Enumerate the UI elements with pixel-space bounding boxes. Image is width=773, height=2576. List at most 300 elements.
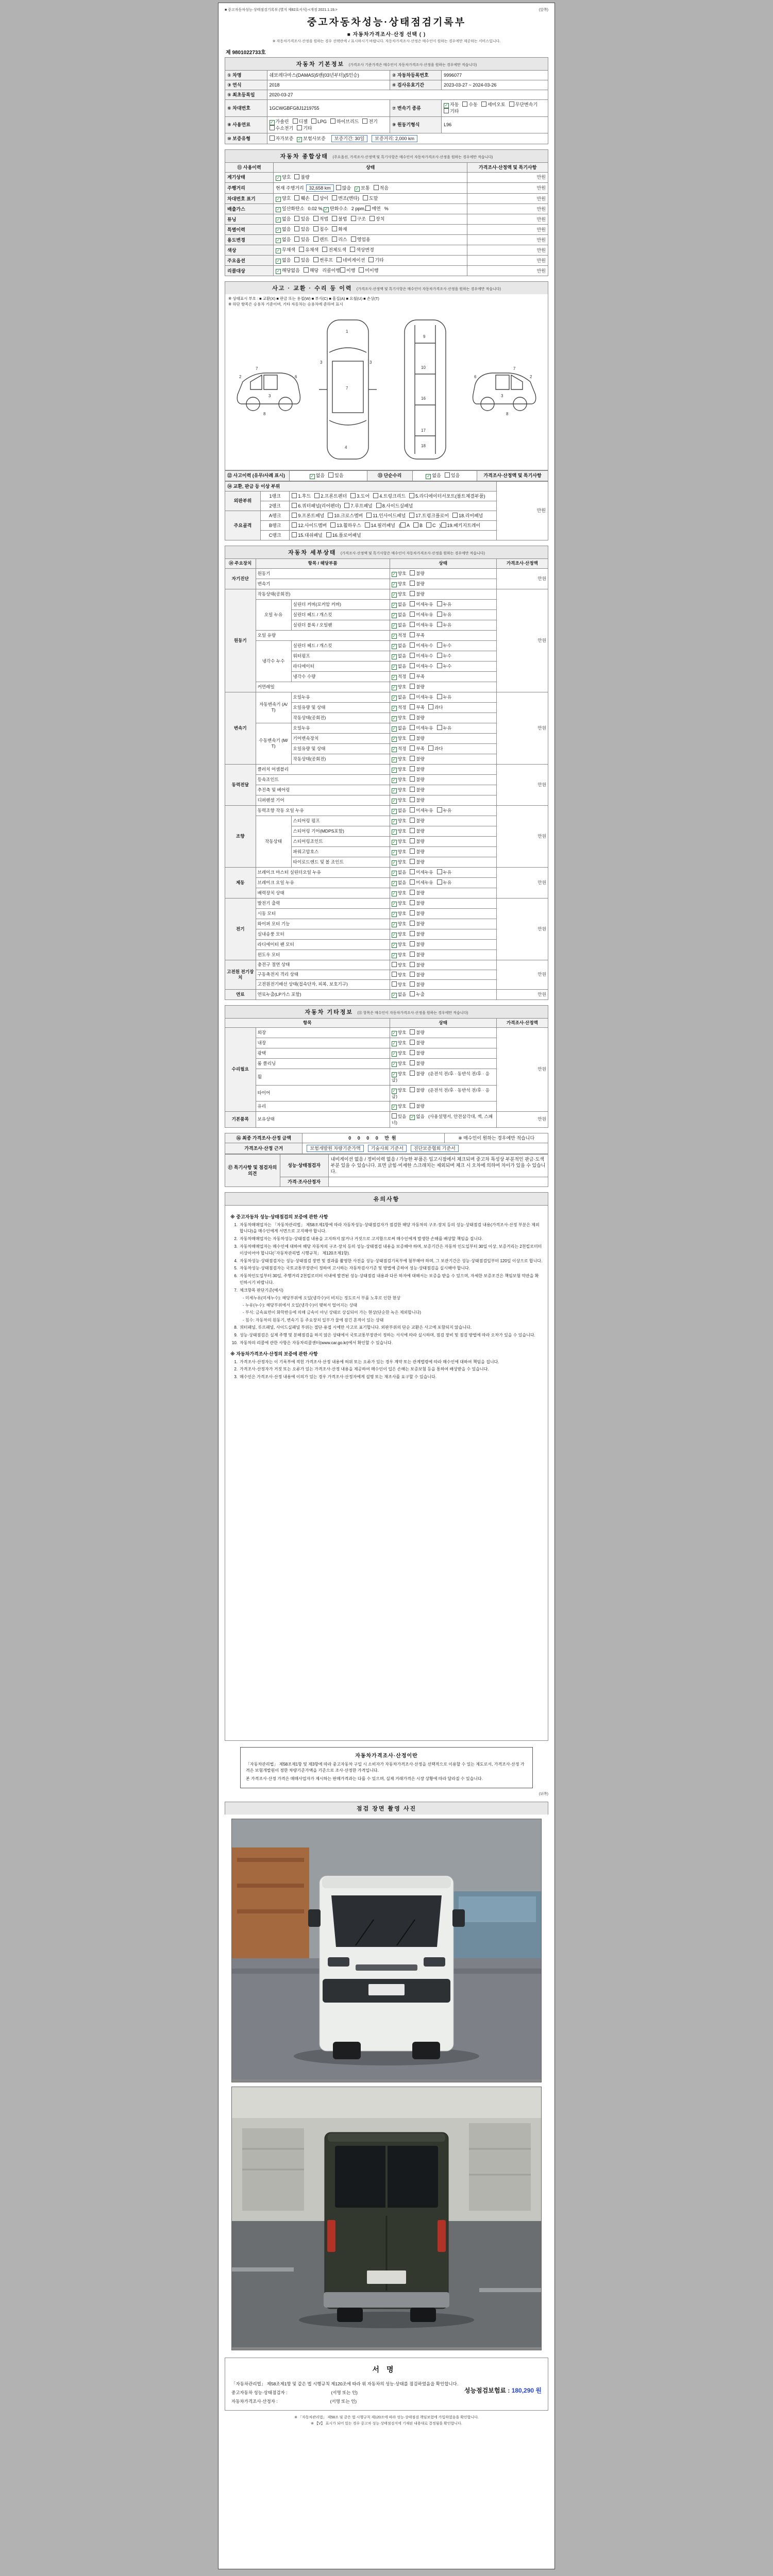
checkbox-label: 유채색 [305, 247, 319, 253]
checked-checkbox-icon: ✓ [392, 808, 396, 814]
cell [256, 979, 390, 989]
checkbox-label: 있음 [300, 216, 310, 222]
checkbox-label: 이행 [346, 268, 356, 274]
text: A랭크 [268, 513, 281, 519]
checkbox-option [410, 663, 433, 669]
cell [280, 1177, 328, 1187]
checkbox-option [410, 797, 425, 803]
unchecked-checkbox-icon [351, 216, 356, 221]
cell [291, 671, 390, 682]
checkbox-label: 기타 [303, 125, 312, 131]
text: 2 ppm, [351, 206, 366, 212]
checkbox-option [428, 745, 443, 752]
cell [225, 764, 256, 805]
table-row [225, 172, 548, 182]
unchecked-checkbox-icon [292, 493, 297, 498]
insurance-premium-value: 180,290 원 [511, 2387, 542, 2395]
cell [291, 846, 390, 857]
cell [256, 929, 390, 939]
unchecked-checkbox-icon [481, 101, 486, 107]
unchecked-checkbox-icon [410, 807, 415, 812]
checkbox-label: 있음 [450, 472, 460, 478]
cell [256, 1069, 390, 1085]
text: 원동기 [257, 570, 271, 576]
svg-text:2: 2 [530, 374, 532, 379]
etc-info-title: 자동차 기타정보 [305, 1009, 353, 1016]
unchecked-checkbox-icon [410, 704, 415, 709]
checkbox-option [294, 195, 309, 201]
table-row [225, 1019, 548, 1028]
svg-text:3: 3 [369, 360, 372, 365]
etc-info-header [225, 1005, 548, 1018]
text: ④ 검사유효기간 [392, 82, 425, 88]
checkbox-label: 누유 [443, 725, 452, 731]
table-row [225, 1155, 548, 1177]
section-photos [225, 1802, 548, 2350]
checkbox-label: 누유 [443, 612, 452, 617]
report-number: 제 9801022733호 [226, 50, 266, 56]
form-number-note: ■ 중고자동차성능·상태점검기록부 (별지 제82호서식) <개정 2021.1.19.> [225, 8, 338, 12]
option-group [392, 1071, 428, 1076]
checkbox-label: 없음 [282, 216, 291, 222]
notice-item-text: 체크항목 판단기준(예시) [240, 1287, 283, 1293]
cell [267, 116, 390, 133]
checkbox-option [365, 206, 380, 212]
unchecked-checkbox-icon [313, 216, 318, 221]
text: 연료누출(LP가스 포함) [257, 992, 301, 997]
option-group [392, 870, 455, 875]
cell [328, 1177, 548, 1187]
cell [225, 511, 261, 540]
text: 주요옵션 [227, 258, 245, 263]
text: 충전구 절연 상태 [257, 962, 290, 968]
text: 광택 [257, 1050, 266, 1056]
text: 만원 [536, 196, 546, 201]
option-group [392, 1050, 428, 1056]
checkbox-label: 누유 [443, 807, 452, 813]
unchecked-checkbox-icon [428, 745, 433, 751]
checkbox-option [313, 195, 328, 201]
option-group [392, 643, 455, 648]
section-basic-info [225, 57, 548, 144]
option-group [392, 849, 428, 854]
text: ⑪ 사용이력 [237, 164, 261, 170]
cell [256, 1111, 390, 1127]
option-group [392, 1061, 428, 1066]
checkbox-label: 불량 [416, 1061, 425, 1066]
option-group [392, 633, 428, 638]
checkbox-option [311, 118, 327, 125]
cell [274, 256, 467, 266]
cell [291, 733, 390, 743]
cell [225, 256, 274, 266]
text: 오일 유량 [257, 632, 276, 638]
text: 작동상태(공회전) [293, 756, 326, 761]
text: 스티어링조인트 [293, 838, 323, 844]
option-group [270, 119, 381, 131]
value-box: 진단보증협회 기준서 [411, 1145, 459, 1152]
checked-checkbox-icon: ✓ [392, 571, 396, 577]
checkbox-label: 누유 [443, 879, 452, 885]
unchecked-checkbox-icon [410, 981, 415, 987]
checkbox-option [270, 118, 289, 125]
checkbox-option [276, 267, 300, 274]
checkbox-label: 없음 [416, 1113, 425, 1119]
checkbox-option [410, 962, 425, 968]
checkbox-option [366, 513, 406, 519]
checkbox-option [392, 962, 407, 968]
unchecked-checkbox-icon [410, 1060, 415, 1065]
text: ⑧ 사용연료 [227, 122, 250, 128]
option-group [392, 880, 455, 885]
cell [274, 182, 467, 193]
checkbox-label: 디젤 [298, 118, 308, 124]
unchecked-checkbox-icon [313, 236, 318, 242]
option-group [392, 808, 455, 813]
table-row [225, 898, 548, 908]
table-row [225, 214, 548, 225]
checkbox-option [292, 522, 327, 529]
notice-item-number: 4. [234, 1258, 238, 1263]
checkbox-label: 불량 [416, 972, 425, 977]
checkbox-option [392, 870, 407, 876]
checkbox-label: 3.도어 [357, 493, 370, 499]
cell [274, 266, 467, 276]
option-group [392, 767, 428, 772]
value-box: 보험개발원 차량기준가액 [307, 1145, 363, 1152]
unchecked-checkbox-icon [400, 522, 406, 528]
accident-history-subtitle: (가격조사·산정액 및 특기사항은 매수인이 자동차가격조사·산정을 원하는 경우에만 적습니다) [356, 287, 501, 292]
checkbox-label: 없음 [397, 642, 407, 648]
checkbox-option [276, 257, 291, 264]
unchecked-checkbox-icon [410, 745, 415, 751]
unchecked-checkbox-icon [410, 673, 415, 679]
cell [291, 743, 390, 754]
checkbox-option [410, 1029, 425, 1036]
text: ③ 연식 [227, 82, 242, 88]
text: 구동축전지 격리 상태 [257, 972, 299, 977]
notice-item-text: 자동차매매업자는 자동차성능·상태점검 내용을 고지하지 않거나 거짓으로 고지함으로써 매수인에게 발생한 손해를 배상할 책임을 집니다. [240, 1236, 483, 1242]
text: 기어변속장치 [293, 735, 319, 741]
option-group [392, 746, 447, 751]
cell [303, 1143, 548, 1154]
notice-item-number: 9. [234, 1333, 238, 1338]
checkbox-option [481, 101, 506, 108]
checked-checkbox-icon: ✓ [392, 747, 396, 752]
checkbox-option [410, 879, 433, 886]
checkbox-label: 11.인사이드패널 [373, 513, 406, 519]
checkbox-label: 불량 [416, 735, 425, 741]
unchecked-checkbox-icon [410, 1050, 415, 1055]
text: 오일유량 및 상태 [293, 745, 326, 751]
unchecked-checkbox-icon [410, 612, 415, 617]
cell [390, 960, 496, 970]
checked-checkbox-icon: ✓ [392, 932, 396, 937]
overall-condition-header [225, 149, 548, 162]
checkbox-option [276, 206, 304, 212]
table-row [225, 133, 548, 144]
checkbox-option [410, 684, 425, 690]
checkbox-option [410, 653, 433, 659]
checked-checkbox-icon: ✓ [392, 602, 396, 607]
section-notice [225, 1192, 548, 1797]
unchecked-checkbox-icon [410, 632, 415, 637]
text: (운전석 전/후 · 동반석 전/후 · 응급) [391, 1071, 490, 1083]
option-group [392, 571, 428, 576]
signature-title: 서명 [372, 2365, 401, 2374]
cell [390, 579, 496, 589]
svg-text:1: 1 [346, 329, 348, 334]
checked-checkbox-icon: ✓ [392, 592, 396, 597]
cell [291, 651, 390, 661]
checkbox-label: 일산화탄소 [282, 206, 305, 212]
unchecked-checkbox-icon [322, 247, 327, 252]
checked-checkbox-icon: ✓ [392, 911, 396, 917]
cell [256, 919, 390, 929]
option-group [276, 196, 381, 201]
text: 디퍼렌셜 기어 [257, 797, 284, 803]
text: 가격조사·산정액 및 특기사항 [483, 473, 542, 479]
unchecked-checkbox-icon [410, 849, 415, 854]
unchecked-checkbox-icon [437, 725, 442, 730]
unchecked-checkbox-icon [270, 135, 275, 141]
cell [225, 805, 256, 867]
cell [390, 702, 496, 713]
text: 가격조사·산정액 및 특기사항 [478, 164, 537, 170]
cell [256, 579, 390, 589]
option-group [392, 921, 428, 926]
unchecked-checkbox-icon [410, 838, 415, 843]
text: 만원 [537, 725, 546, 731]
cell [256, 898, 390, 908]
option-group [392, 1040, 428, 1045]
svg-text:3: 3 [268, 393, 271, 398]
checkbox-option [410, 612, 433, 618]
cell [225, 1143, 303, 1154]
checkbox-label: 15.대쉬패널 [298, 533, 323, 538]
checkbox-label: 불량 [416, 828, 425, 834]
checkbox-option [332, 195, 359, 201]
notice-item-number: 1. [234, 1359, 238, 1364]
checkbox-option [392, 612, 407, 618]
car-underbody-diagram [389, 312, 461, 467]
svg-text:4: 4 [345, 445, 347, 450]
cell [260, 501, 289, 511]
unchecked-checkbox-icon [368, 257, 374, 262]
checkbox-label: 변조(변타) [338, 196, 359, 201]
table-row [225, 568, 548, 579]
checkbox-label: 없음 [432, 472, 441, 478]
checkbox-option [437, 653, 452, 659]
notice-item [230, 1222, 543, 1235]
checkbox-option [350, 493, 369, 499]
text: 만원 [536, 227, 546, 232]
text: 추진축 및 베어링 [257, 787, 290, 792]
cell [496, 898, 548, 960]
svg-text:6: 6 [474, 374, 477, 379]
checkbox-option [437, 612, 452, 618]
checked-checkbox-icon: ✓ [392, 901, 396, 906]
cell [256, 785, 390, 795]
price-survey-select-line: ■ 자동차가격조사·산정 선택 ( ) [347, 32, 426, 38]
checkbox-label: 미세누유 [416, 694, 433, 700]
option-group [392, 839, 428, 844]
option-group [392, 674, 428, 679]
option-group [444, 102, 541, 114]
inspection-valid-period [442, 80, 548, 90]
checked-checkbox-icon: ✓ [392, 716, 396, 721]
checkbox-label: 불량 [416, 1103, 425, 1109]
panel-exchange-table [225, 481, 548, 541]
table-row [225, 204, 548, 214]
text: 가격·조사산정자 [288, 1179, 321, 1184]
checkbox-option [462, 101, 477, 108]
cell [225, 568, 256, 589]
checked-checkbox-icon: ✓ [392, 736, 396, 741]
cell [256, 908, 390, 919]
cell [390, 692, 496, 702]
unchecked-checkbox-icon [410, 725, 415, 730]
option-group [322, 247, 378, 252]
cell [225, 225, 274, 235]
checkbox-label: 4.트렁크리드 [379, 493, 406, 499]
checked-checkbox-icon: ✓ [392, 1062, 396, 1067]
checkbox-option [328, 472, 343, 479]
text: 리콜이행 [322, 268, 340, 274]
cell [390, 1111, 496, 1127]
unchecked-checkbox-icon [392, 981, 397, 987]
checkbox-label: 양호 [397, 890, 407, 895]
option-group [276, 227, 313, 232]
unchecked-checkbox-icon [410, 622, 415, 627]
text: 가격조사·산정액 [506, 561, 538, 566]
checkbox-option [373, 493, 406, 499]
checkbox-label: 적정 [397, 673, 407, 679]
cell [496, 481, 548, 540]
checkbox-option [410, 981, 425, 988]
checkbox-label: 없음 [397, 601, 407, 607]
checked-checkbox-icon: ✓ [392, 695, 396, 700]
checkbox-label: 전기 [368, 118, 378, 124]
checkbox-option [392, 674, 407, 680]
unchecked-checkbox-icon [426, 522, 431, 528]
cell [274, 214, 467, 225]
option-group [392, 911, 428, 916]
checkbox-label: 양호 [397, 581, 407, 586]
unchecked-checkbox-icon [313, 257, 318, 262]
unchecked-checkbox-icon [410, 797, 415, 802]
notice-item [230, 1258, 543, 1265]
checkbox-option [392, 1113, 407, 1120]
checkbox-option [355, 185, 369, 192]
cell [256, 640, 291, 682]
checkbox-option [410, 859, 425, 865]
checkbox-label: 양호 [397, 962, 407, 968]
unchecked-checkbox-icon [294, 195, 299, 200]
checked-checkbox-icon: ✓ [392, 1088, 396, 1093]
vin: 1GCWGBFG8J1219755 [269, 105, 320, 111]
checkbox-label: 누유 [443, 869, 452, 875]
checked-checkbox-icon: ✓ [276, 238, 280, 243]
cell [390, 609, 496, 620]
cell [291, 620, 390, 630]
option-group [340, 268, 382, 273]
unchecked-checkbox-icon [369, 216, 375, 221]
checkbox-label: 부족 [416, 704, 425, 710]
checkbox-option [410, 766, 425, 772]
unchecked-checkbox-icon [410, 910, 415, 916]
text: 만원 [536, 258, 546, 263]
cell [225, 214, 274, 225]
checkbox-label: 양호 [397, 910, 407, 916]
option-group [392, 756, 428, 761]
checkbox-option [410, 952, 425, 958]
table-row [225, 116, 548, 133]
option-group [392, 942, 428, 947]
cell [225, 589, 256, 692]
cell [445, 1133, 548, 1143]
option-group [392, 818, 428, 823]
cell [412, 470, 477, 481]
checkbox-option [410, 991, 425, 997]
checkbox-label: 불량 [300, 174, 310, 180]
text: 만원 [536, 206, 546, 212]
option-group [392, 901, 428, 906]
cell [260, 521, 289, 531]
cell [256, 568, 390, 579]
cell [390, 589, 496, 599]
basic-info-table-grid [225, 70, 548, 144]
checkbox-option [392, 602, 407, 608]
checkbox-option [410, 890, 425, 896]
option-group [292, 503, 416, 509]
inspector-comment [328, 1155, 548, 1177]
checkbox-option [410, 972, 425, 978]
cell [256, 1038, 390, 1048]
option-group [276, 258, 313, 263]
checkbox-label: 해당 [309, 268, 319, 274]
value-box: 기술사회 기준서 [368, 1145, 407, 1152]
unchecked-checkbox-icon [270, 125, 275, 130]
cell [367, 470, 412, 481]
cell [256, 795, 390, 805]
checkbox-label: 양호 [397, 570, 407, 576]
checkbox-option [437, 807, 452, 814]
checkbox-label: 세미오토 [487, 102, 506, 108]
cell [256, 990, 390, 1000]
cell [260, 531, 289, 540]
option-group [365, 206, 384, 211]
checkbox-option [297, 125, 312, 131]
checkbox-option [392, 1104, 407, 1110]
checked-checkbox-icon: ✓ [392, 726, 396, 731]
price-survey-definition-title: 자동차가격조사·산정이란 [355, 1753, 418, 1759]
checked-checkbox-icon: ✓ [444, 103, 448, 108]
text: 만원 [536, 508, 546, 514]
unchecked-checkbox-icon [294, 174, 299, 179]
insurance-premium [464, 2386, 542, 2395]
checkbox-label: 적법 [319, 216, 329, 222]
text: 작동상태 [264, 838, 282, 844]
checkbox-label: 누유 [443, 622, 452, 628]
checkbox-option [437, 622, 452, 628]
text: 클러치 어셈블리 [257, 766, 289, 772]
option-group [276, 268, 322, 273]
option-group [392, 859, 428, 865]
unchecked-checkbox-icon [410, 591, 415, 596]
checkbox-option [410, 745, 425, 752]
svg-text:10: 10 [421, 365, 426, 370]
